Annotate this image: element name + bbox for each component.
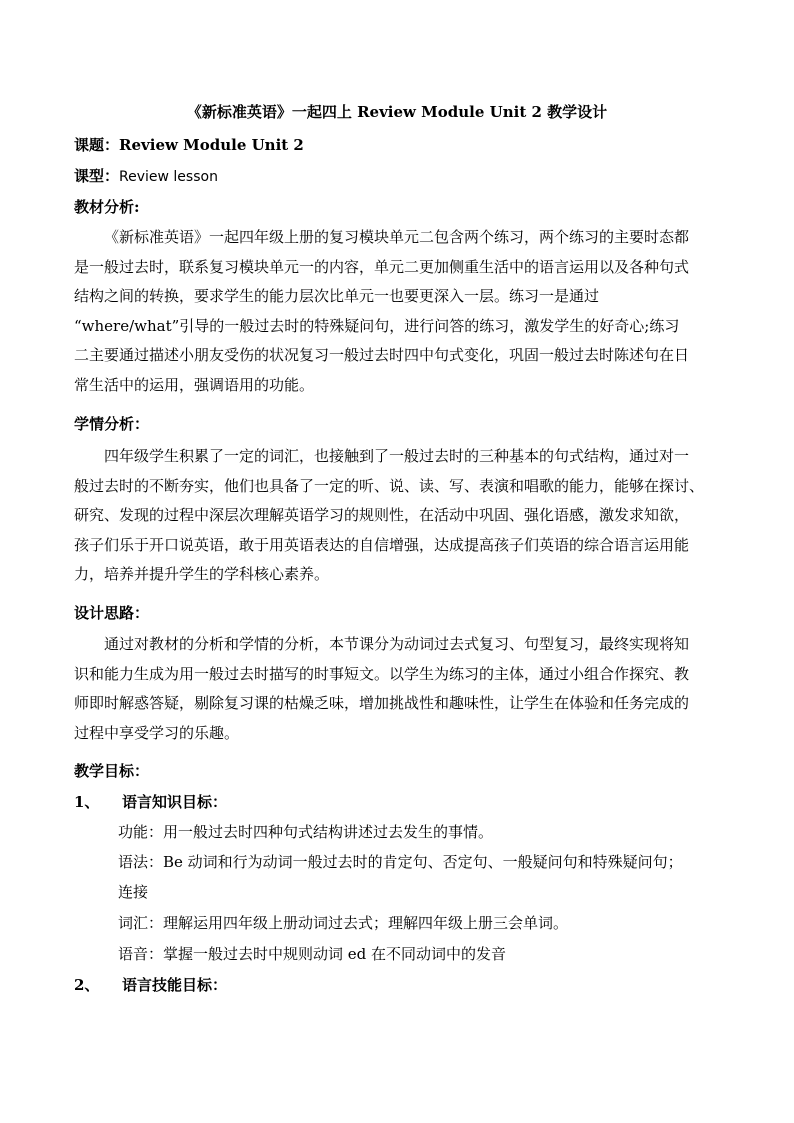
design-line: 师即时解惑答疑，剔除复习课的枯燥乏味，增加挑战性和趣味性，让学生在体验和任务完成的 bbox=[74, 694, 690, 713]
design-line: 识和能力生成为用一般过去时描写的时事短文。以学生为练习的主体，通过小组合作探究、教 bbox=[74, 664, 690, 683]
students-line: 般过去时的不断夯实，他们也具备了一定的听、说、读、写、表演和唱歌的能力，能够在探讨、 bbox=[74, 476, 705, 495]
lesson-type-label: 课型： bbox=[74, 167, 120, 185]
analysis-line: 是一般过去时，联系复习模块单元一的内容，单元二更加侧重生活中的语言运用以及各种句式 bbox=[74, 257, 690, 276]
goal2-label: 语言技能目标： bbox=[122, 976, 228, 994]
students-line: 力，培养并提升学生的学科核心素养。 bbox=[74, 565, 330, 584]
goal1-number: 1、 bbox=[74, 793, 100, 811]
lesson-type-value: Review lesson bbox=[119, 169, 218, 185]
design-line: 过程中享受学习的乐趣。 bbox=[74, 723, 240, 742]
students-paragraph bbox=[74, 442, 724, 590]
students-line: 孩子们乐于开口说英语，敢于用英语表达的自信增强，达成提高孩子们英语的综合语言运用能 bbox=[74, 535, 690, 554]
design-paragraph bbox=[74, 630, 724, 748]
analysis-paragraph bbox=[74, 223, 724, 401]
analysis-line: 《新标准英语》一起四年级上册的复习模块单元二包含两个练习，两个练习的主要时态都 bbox=[104, 228, 690, 246]
topic-label: 课题： bbox=[74, 136, 120, 154]
goal1-function: 功能：用一般过去时四种句式结构讲述过去发生的事情。 bbox=[118, 823, 494, 841]
students-line: 研究、发现的过程中深层次理解英语学习的规则性，在活动中巩固、强化语感，激发求知欲， bbox=[74, 506, 690, 525]
goals-heading: 教学目标： bbox=[74, 762, 150, 780]
design-line: 通过对教材的分析和学情的分析，本节课分为动词过去式复习、句型复习，最终实现将知 bbox=[104, 635, 690, 653]
goal1-grammar: 语法：Be 动词和行为动词一般过去时的肯定句、否定句、一般疑问句和特殊疑问句； bbox=[118, 853, 683, 871]
analysis-line: 常生活中的运用，强调语用的功能。 bbox=[74, 375, 315, 394]
topic-row bbox=[74, 134, 304, 156]
document-title: 《新标准英语》一起四上 Review Module Unit 2 教学设计 bbox=[186, 103, 608, 121]
lesson-type-row bbox=[74, 165, 218, 188]
goal2-number: 2、 bbox=[74, 976, 100, 994]
topic-value: Review Module Unit 2 bbox=[119, 136, 304, 154]
goal1-label: 语言知识目标： bbox=[122, 793, 228, 811]
analysis-line: “where/what”引导的一般过去时的特殊疑问句，进行问答的练习，激发学生的好奇心;练习 bbox=[74, 316, 680, 335]
analysis-line: 结构之间的转换，要求学生的能力层次比单元一也要更深入一层。练习一是通过 bbox=[74, 287, 600, 306]
goal1-vocabulary: 词汇：理解运用四年级上册动词过去式；理解四年级上册三会单词。 bbox=[118, 914, 569, 932]
analysis-heading: 教材分析: bbox=[74, 198, 140, 216]
students-line: 四年级学生积累了一定的词汇，也接触到了一般过去时的三种基本的句式结构，通过对一 bbox=[104, 447, 690, 465]
design-heading: 设计思路： bbox=[74, 604, 150, 622]
analysis-line: 二主要通过描述小朋友受伤的状况复习一般过去时四中句式变化，巩固一般过去时陈述句在日 bbox=[74, 346, 690, 365]
goal1-grammar-continued: 连接 bbox=[118, 883, 149, 901]
students-heading: 学情分析： bbox=[74, 415, 150, 433]
goal1-phonetics: 语音：掌握一般过去时中规则动词 ed 在不同动词中的发音 bbox=[118, 945, 507, 963]
